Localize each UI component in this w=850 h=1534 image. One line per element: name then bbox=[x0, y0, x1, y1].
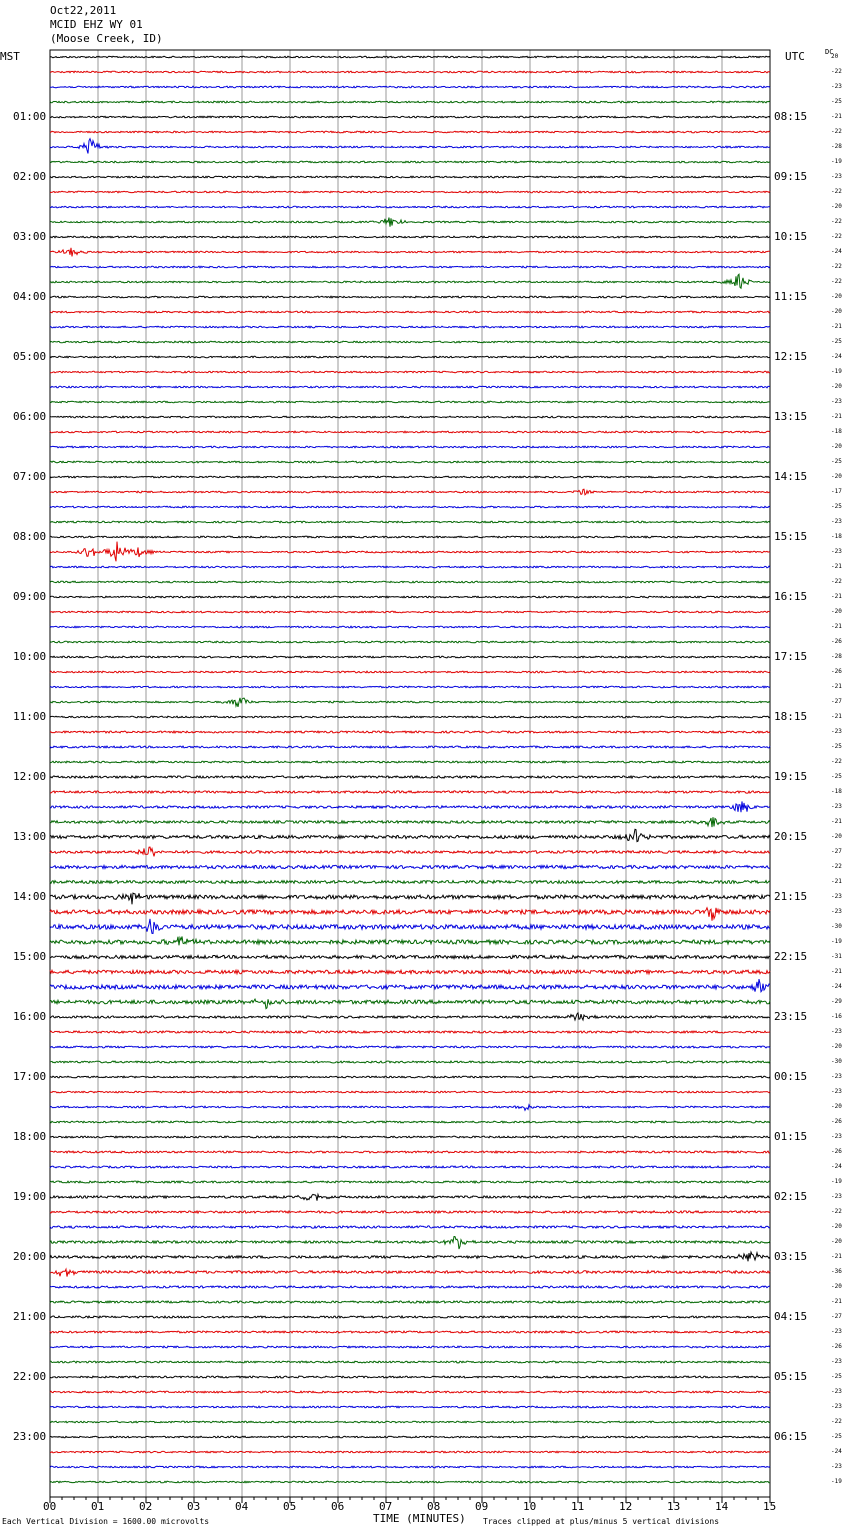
trace-line bbox=[50, 1376, 770, 1378]
dc-offset-label: -26 bbox=[831, 1148, 842, 1155]
trace-line bbox=[50, 716, 770, 718]
dc-offset-label: -22 bbox=[831, 68, 842, 75]
trace-line bbox=[50, 401, 770, 403]
dc-offset-label: -23 bbox=[831, 1193, 842, 1200]
dc-offset-label: -28 bbox=[831, 143, 842, 150]
dc-offset-label: -20 bbox=[831, 443, 842, 450]
dc-offset-label: -23 bbox=[831, 728, 842, 735]
trace-line bbox=[50, 506, 770, 508]
trace-line bbox=[50, 847, 770, 856]
x-tick-label: 06 bbox=[331, 1500, 345, 1513]
trace-line bbox=[50, 746, 770, 748]
utc-hour-label: 21:15 bbox=[774, 890, 808, 903]
trace-line bbox=[50, 521, 770, 523]
dc-offset-label: -23 bbox=[831, 83, 842, 90]
dc-offset-label: -19 bbox=[831, 1478, 842, 1485]
footer-scale-note: Each Vertical Division = 1600.00 microvolts bbox=[2, 1517, 210, 1526]
dc-offset-label: -21 bbox=[831, 1253, 842, 1260]
dc-offset-label: -24 bbox=[831, 248, 842, 255]
utc-hour-label: 01:15 bbox=[774, 1130, 808, 1143]
mst-hour-label: 13:00 bbox=[13, 830, 47, 843]
dc-offset-label: -19 bbox=[831, 158, 842, 165]
trace-line bbox=[50, 979, 770, 992]
dc-offset-label: -20 bbox=[831, 1043, 842, 1050]
dc-offset-label: -19 bbox=[831, 938, 842, 945]
mst-hour-label: 23:00 bbox=[13, 1430, 47, 1443]
header-date: Oct22,2011 bbox=[50, 4, 117, 17]
dc-offset-label: -21 bbox=[831, 113, 842, 120]
trace-line bbox=[50, 71, 770, 73]
trace-line bbox=[50, 656, 770, 658]
trace-line bbox=[50, 776, 770, 778]
dc-offset-label: -30 bbox=[831, 923, 842, 930]
dc-offset-label: -22 bbox=[831, 218, 842, 225]
trace-line bbox=[50, 371, 770, 373]
utc-axis-title: UTC bbox=[785, 50, 805, 63]
trace-line bbox=[50, 489, 770, 495]
trace-line bbox=[50, 1451, 770, 1453]
dc-offset-label: -26 bbox=[831, 668, 842, 675]
dc-offset-label: -22 bbox=[831, 263, 842, 270]
trace-line bbox=[50, 908, 770, 921]
mst-hour-label: 04:00 bbox=[13, 290, 47, 303]
trace-line bbox=[50, 1436, 770, 1438]
x-tick-label: 04 bbox=[235, 1500, 249, 1513]
utc-hour-label: 11:15 bbox=[774, 290, 808, 303]
dc-offset-label: -21 bbox=[831, 413, 842, 420]
utc-hour-label: 08:15 bbox=[774, 110, 808, 123]
utc-hour-label: 03:15 bbox=[774, 1250, 808, 1263]
trace-line bbox=[50, 476, 770, 478]
trace-line bbox=[50, 341, 770, 343]
dc-offset-label: -21 bbox=[831, 818, 842, 825]
trace-line bbox=[50, 161, 770, 163]
dc-offset-label: -20 bbox=[831, 308, 842, 315]
mst-hour-label: 08:00 bbox=[13, 530, 47, 543]
trace-line bbox=[50, 266, 770, 268]
utc-hour-label: 09:15 bbox=[774, 170, 808, 183]
dc-offset-label: -26 bbox=[831, 1118, 842, 1125]
trace-line bbox=[50, 1316, 770, 1318]
dc-offset-label: -18 bbox=[831, 428, 842, 435]
mst-hour-label: 18:00 bbox=[13, 1130, 47, 1143]
dc-axis-title: DC bbox=[825, 48, 834, 56]
dc-offset-label: -20 bbox=[831, 1223, 842, 1230]
trace-line bbox=[50, 1269, 770, 1276]
trace-line bbox=[50, 1121, 770, 1123]
trace-line bbox=[50, 791, 770, 793]
trace-line bbox=[50, 131, 770, 133]
trace-line bbox=[50, 1136, 770, 1138]
dc-offset-label: -26 bbox=[831, 1343, 842, 1350]
mst-hour-label: 06:00 bbox=[13, 410, 47, 423]
trace-line bbox=[50, 611, 770, 613]
trace-line bbox=[50, 829, 770, 841]
dc-offset-label: -20 bbox=[831, 1283, 842, 1290]
trace-line bbox=[50, 761, 770, 763]
dc-offset-label: -23 bbox=[831, 1133, 842, 1140]
x-tick-label: 00 bbox=[43, 1500, 57, 1513]
trace-line bbox=[50, 1194, 770, 1200]
trace-line bbox=[50, 1076, 770, 1078]
trace-line bbox=[50, 566, 770, 568]
dc-offset-label: -24 bbox=[831, 1448, 842, 1455]
trace-line bbox=[50, 1406, 770, 1408]
header-station: MCID EHZ WY 01 bbox=[50, 18, 143, 31]
dc-offset-label: -21 bbox=[831, 713, 842, 720]
utc-hour-label: 19:15 bbox=[774, 770, 808, 783]
x-tick-label: 08 bbox=[427, 1500, 441, 1513]
dc-offset-label: -22 bbox=[831, 1418, 842, 1425]
mst-hour-label: 03:00 bbox=[13, 230, 47, 243]
trace-line bbox=[50, 1166, 770, 1168]
utc-hour-label: 04:15 bbox=[774, 1310, 808, 1323]
dc-offset-label: -21 bbox=[831, 563, 842, 570]
trace-line bbox=[50, 641, 770, 643]
trace-line bbox=[50, 1237, 770, 1250]
dc-offset-label: -21 bbox=[831, 968, 842, 975]
dc-offset-label: -22 bbox=[831, 128, 842, 135]
dc-offset-label: -22 bbox=[831, 863, 842, 870]
x-tick-label: 01 bbox=[91, 1500, 105, 1513]
trace-line bbox=[50, 274, 770, 288]
dc-offset-label: -22 bbox=[831, 578, 842, 585]
utc-hour-label: 15:15 bbox=[774, 530, 808, 543]
trace-line bbox=[50, 1361, 770, 1363]
dc-offset-label: -20 bbox=[831, 1238, 842, 1245]
trace-line bbox=[50, 542, 770, 562]
mst-hour-label: 11:00 bbox=[13, 710, 47, 723]
utc-hour-label: 22:15 bbox=[774, 950, 808, 963]
dc-offset-label: -30 bbox=[831, 1058, 842, 1065]
trace-line bbox=[50, 937, 770, 946]
trace-line bbox=[50, 919, 770, 934]
dc-offset-label: -36 bbox=[831, 1268, 842, 1275]
trace-line bbox=[50, 56, 770, 58]
trace-line bbox=[50, 1226, 770, 1228]
trace-line bbox=[50, 1031, 770, 1033]
dc-offset-label: -29 bbox=[831, 998, 842, 1005]
mst-hour-label: 05:00 bbox=[13, 350, 47, 363]
dc-offset-label: -23 bbox=[831, 398, 842, 405]
header-location: (Moose Creek, ID) bbox=[50, 32, 163, 45]
trace-line bbox=[50, 581, 770, 583]
dc-offset-label: -22 bbox=[831, 1208, 842, 1215]
mst-hour-label: 22:00 bbox=[13, 1370, 47, 1383]
x-tick-label: 05 bbox=[283, 1500, 297, 1513]
dc-offset-label: -19 bbox=[831, 368, 842, 375]
mst-hour-label: 21:00 bbox=[13, 1310, 47, 1323]
trace-line bbox=[50, 176, 770, 178]
trace-line bbox=[50, 101, 770, 103]
x-tick-label: 14 bbox=[715, 1500, 729, 1513]
dc-offset-label: -21 bbox=[831, 1298, 842, 1305]
dc-offset-label: -25 bbox=[831, 1373, 842, 1380]
utc-hour-label: 10:15 bbox=[774, 230, 808, 243]
mst-hour-label: 01:00 bbox=[13, 110, 47, 123]
dc-offset-label: -20 bbox=[831, 473, 842, 480]
dc-offset-label: -24 bbox=[831, 1163, 842, 1170]
mst-hour-label: 09:00 bbox=[13, 590, 47, 603]
trace-line bbox=[50, 865, 770, 868]
trace-line bbox=[50, 999, 770, 1009]
dc-offset-label: -22 bbox=[831, 233, 842, 240]
dc-offset-label: -25 bbox=[831, 98, 842, 105]
dc-offset-label: -21 bbox=[831, 623, 842, 630]
dc-offset-label: -21 bbox=[831, 593, 842, 600]
utc-hour-label: 18:15 bbox=[774, 710, 808, 723]
dc-offset-label: -23 bbox=[831, 1388, 842, 1395]
dc-offset-label: -20 bbox=[831, 1103, 842, 1110]
trace-line bbox=[50, 356, 770, 358]
mst-hour-label: 14:00 bbox=[13, 890, 47, 903]
trace-line bbox=[50, 626, 770, 628]
x-tick-label: 12 bbox=[619, 1500, 633, 1513]
trace-line bbox=[50, 461, 770, 463]
trace-line bbox=[50, 431, 770, 433]
trace-line bbox=[50, 801, 770, 812]
dc-offset-label: -28 bbox=[831, 653, 842, 660]
dc-offset-label: -25 bbox=[831, 1433, 842, 1440]
trace-line bbox=[50, 446, 770, 448]
dc-offset-label: -24 bbox=[831, 983, 842, 990]
dc-offset-label: -25 bbox=[831, 743, 842, 750]
trace-line bbox=[50, 1391, 770, 1393]
trace-line bbox=[50, 1013, 770, 1020]
trace-line bbox=[50, 596, 770, 598]
dc-offset-label: -21 bbox=[831, 683, 842, 690]
trace-line bbox=[50, 1286, 770, 1288]
dc-offset-label: -23 bbox=[831, 893, 842, 900]
trace-line bbox=[50, 311, 770, 313]
trace-line bbox=[50, 218, 770, 227]
x-axis-title: TIME (MINUTES) bbox=[373, 1512, 466, 1525]
dc-offset-label: -17 bbox=[831, 488, 842, 495]
trace-line bbox=[50, 881, 770, 884]
dc-offset-label: 20 bbox=[831, 53, 839, 60]
dc-offset-label: -18 bbox=[831, 788, 842, 795]
utc-hour-label: 02:15 bbox=[774, 1190, 808, 1203]
x-tick-label: 10 bbox=[523, 1500, 537, 1513]
x-tick-label: 07 bbox=[379, 1500, 393, 1513]
dc-offset-label: -21 bbox=[831, 323, 842, 330]
trace-line bbox=[50, 1105, 770, 1110]
x-tick-label: 13 bbox=[667, 1500, 681, 1513]
utc-hour-label: 05:15 bbox=[774, 1370, 808, 1383]
utc-hour-label: 17:15 bbox=[774, 650, 808, 663]
trace-line bbox=[50, 139, 770, 154]
trace-line bbox=[50, 1301, 770, 1303]
mst-hour-label: 15:00 bbox=[13, 950, 47, 963]
x-tick-label: 03 bbox=[187, 1500, 201, 1513]
trace-line bbox=[50, 236, 770, 238]
dc-offset-label: -23 bbox=[831, 1463, 842, 1470]
utc-hour-label: 23:15 bbox=[774, 1010, 808, 1023]
dc-offset-label: -26 bbox=[831, 638, 842, 645]
footer-clip-note: Traces clipped at plus/minus 5 vertical divisions bbox=[483, 1517, 720, 1526]
mst-hour-label: 17:00 bbox=[13, 1070, 47, 1083]
mst-hour-label: 19:00 bbox=[13, 1190, 47, 1203]
mst-hour-label: 16:00 bbox=[13, 1010, 47, 1023]
trace-line bbox=[50, 671, 770, 673]
dc-offset-label: -23 bbox=[831, 1358, 842, 1365]
x-tick-label: 15 bbox=[763, 1500, 777, 1513]
mst-hour-label: 12:00 bbox=[13, 770, 47, 783]
trace-line bbox=[50, 1252, 770, 1261]
trace-line bbox=[50, 116, 770, 118]
trace-line bbox=[50, 191, 770, 193]
utc-hour-label: 20:15 bbox=[774, 830, 808, 843]
dc-offset-label: -21 bbox=[831, 878, 842, 885]
dc-offset-label: -23 bbox=[831, 803, 842, 810]
trace-line bbox=[50, 1346, 770, 1348]
utc-hour-label: 06:15 bbox=[774, 1430, 808, 1443]
trace-line bbox=[50, 1466, 770, 1468]
x-tick-label: 11 bbox=[571, 1500, 585, 1513]
dc-offset-label: -22 bbox=[831, 278, 842, 285]
dc-offset-label: -25 bbox=[831, 458, 842, 465]
dc-offset-label: -18 bbox=[831, 533, 842, 540]
dc-offset-label: -24 bbox=[831, 353, 842, 360]
utc-hour-label: 16:15 bbox=[774, 590, 808, 603]
dc-offset-label: -23 bbox=[831, 1088, 842, 1095]
mst-hour-label: 20:00 bbox=[13, 1250, 47, 1263]
x-tick-label: 09 bbox=[475, 1500, 489, 1513]
dc-offset-label: -23 bbox=[831, 548, 842, 555]
mst-hour-label: 02:00 bbox=[13, 170, 47, 183]
trace-line bbox=[50, 386, 770, 388]
trace-line bbox=[50, 1481, 770, 1483]
trace-line bbox=[50, 326, 770, 328]
trace-line bbox=[50, 248, 770, 257]
trace-line bbox=[50, 686, 770, 688]
dc-offset-label: -25 bbox=[831, 503, 842, 510]
utc-hour-label: 13:15 bbox=[774, 410, 808, 423]
dc-offset-label: -23 bbox=[831, 1028, 842, 1035]
dc-offset-label: -23 bbox=[831, 518, 842, 525]
utc-hour-label: 14:15 bbox=[774, 470, 808, 483]
mst-axis-title: MST bbox=[0, 50, 20, 63]
trace-line bbox=[50, 86, 770, 88]
dc-offset-label: -22 bbox=[831, 188, 842, 195]
trace-line bbox=[50, 536, 770, 538]
trace-line bbox=[50, 1211, 770, 1213]
dc-offset-label: -19 bbox=[831, 1178, 842, 1185]
dc-offset-label: -25 bbox=[831, 773, 842, 780]
trace-line bbox=[50, 1061, 770, 1063]
dc-offset-label: -23 bbox=[831, 908, 842, 915]
trace-line bbox=[50, 893, 770, 904]
dc-offset-label: -20 bbox=[831, 608, 842, 615]
dc-offset-label: -20 bbox=[831, 203, 842, 210]
dc-offset-label: -23 bbox=[831, 1328, 842, 1335]
dc-offset-label: -27 bbox=[831, 1313, 842, 1320]
mst-hour-label: 10:00 bbox=[13, 650, 47, 663]
trace-line bbox=[50, 698, 770, 707]
trace-line bbox=[50, 1151, 770, 1153]
trace-line bbox=[50, 206, 770, 208]
dc-offset-label: -20 bbox=[831, 383, 842, 390]
utc-hour-label: 00:15 bbox=[774, 1070, 808, 1083]
dc-offset-label: -23 bbox=[831, 1403, 842, 1410]
trace-line bbox=[50, 1046, 770, 1048]
dc-offset-label: -20 bbox=[831, 293, 842, 300]
trace-line bbox=[50, 731, 770, 733]
trace-line bbox=[50, 817, 770, 827]
trace-line bbox=[50, 296, 770, 298]
x-tick-label: 02 bbox=[139, 1500, 153, 1513]
dc-offset-label: -23 bbox=[831, 1073, 842, 1080]
trace-line bbox=[50, 1181, 770, 1183]
utc-hour-label: 12:15 bbox=[774, 350, 808, 363]
trace-line bbox=[50, 1331, 770, 1333]
mst-hour-label: 07:00 bbox=[13, 470, 47, 483]
dc-offset-label: -31 bbox=[831, 953, 842, 960]
dc-offset-label: -22 bbox=[831, 758, 842, 765]
dc-offset-label: -27 bbox=[831, 848, 842, 855]
dc-offset-label: -23 bbox=[831, 173, 842, 180]
trace-line bbox=[50, 1091, 770, 1093]
dc-offset-label: -25 bbox=[831, 338, 842, 345]
dc-offset-label: -20 bbox=[831, 833, 842, 840]
trace-line bbox=[50, 416, 770, 418]
trace-line bbox=[50, 1421, 770, 1423]
trace-line bbox=[50, 970, 770, 974]
trace-line bbox=[50, 955, 770, 958]
dc-offset-label: -27 bbox=[831, 698, 842, 705]
dc-offset-label: -16 bbox=[831, 1013, 842, 1020]
